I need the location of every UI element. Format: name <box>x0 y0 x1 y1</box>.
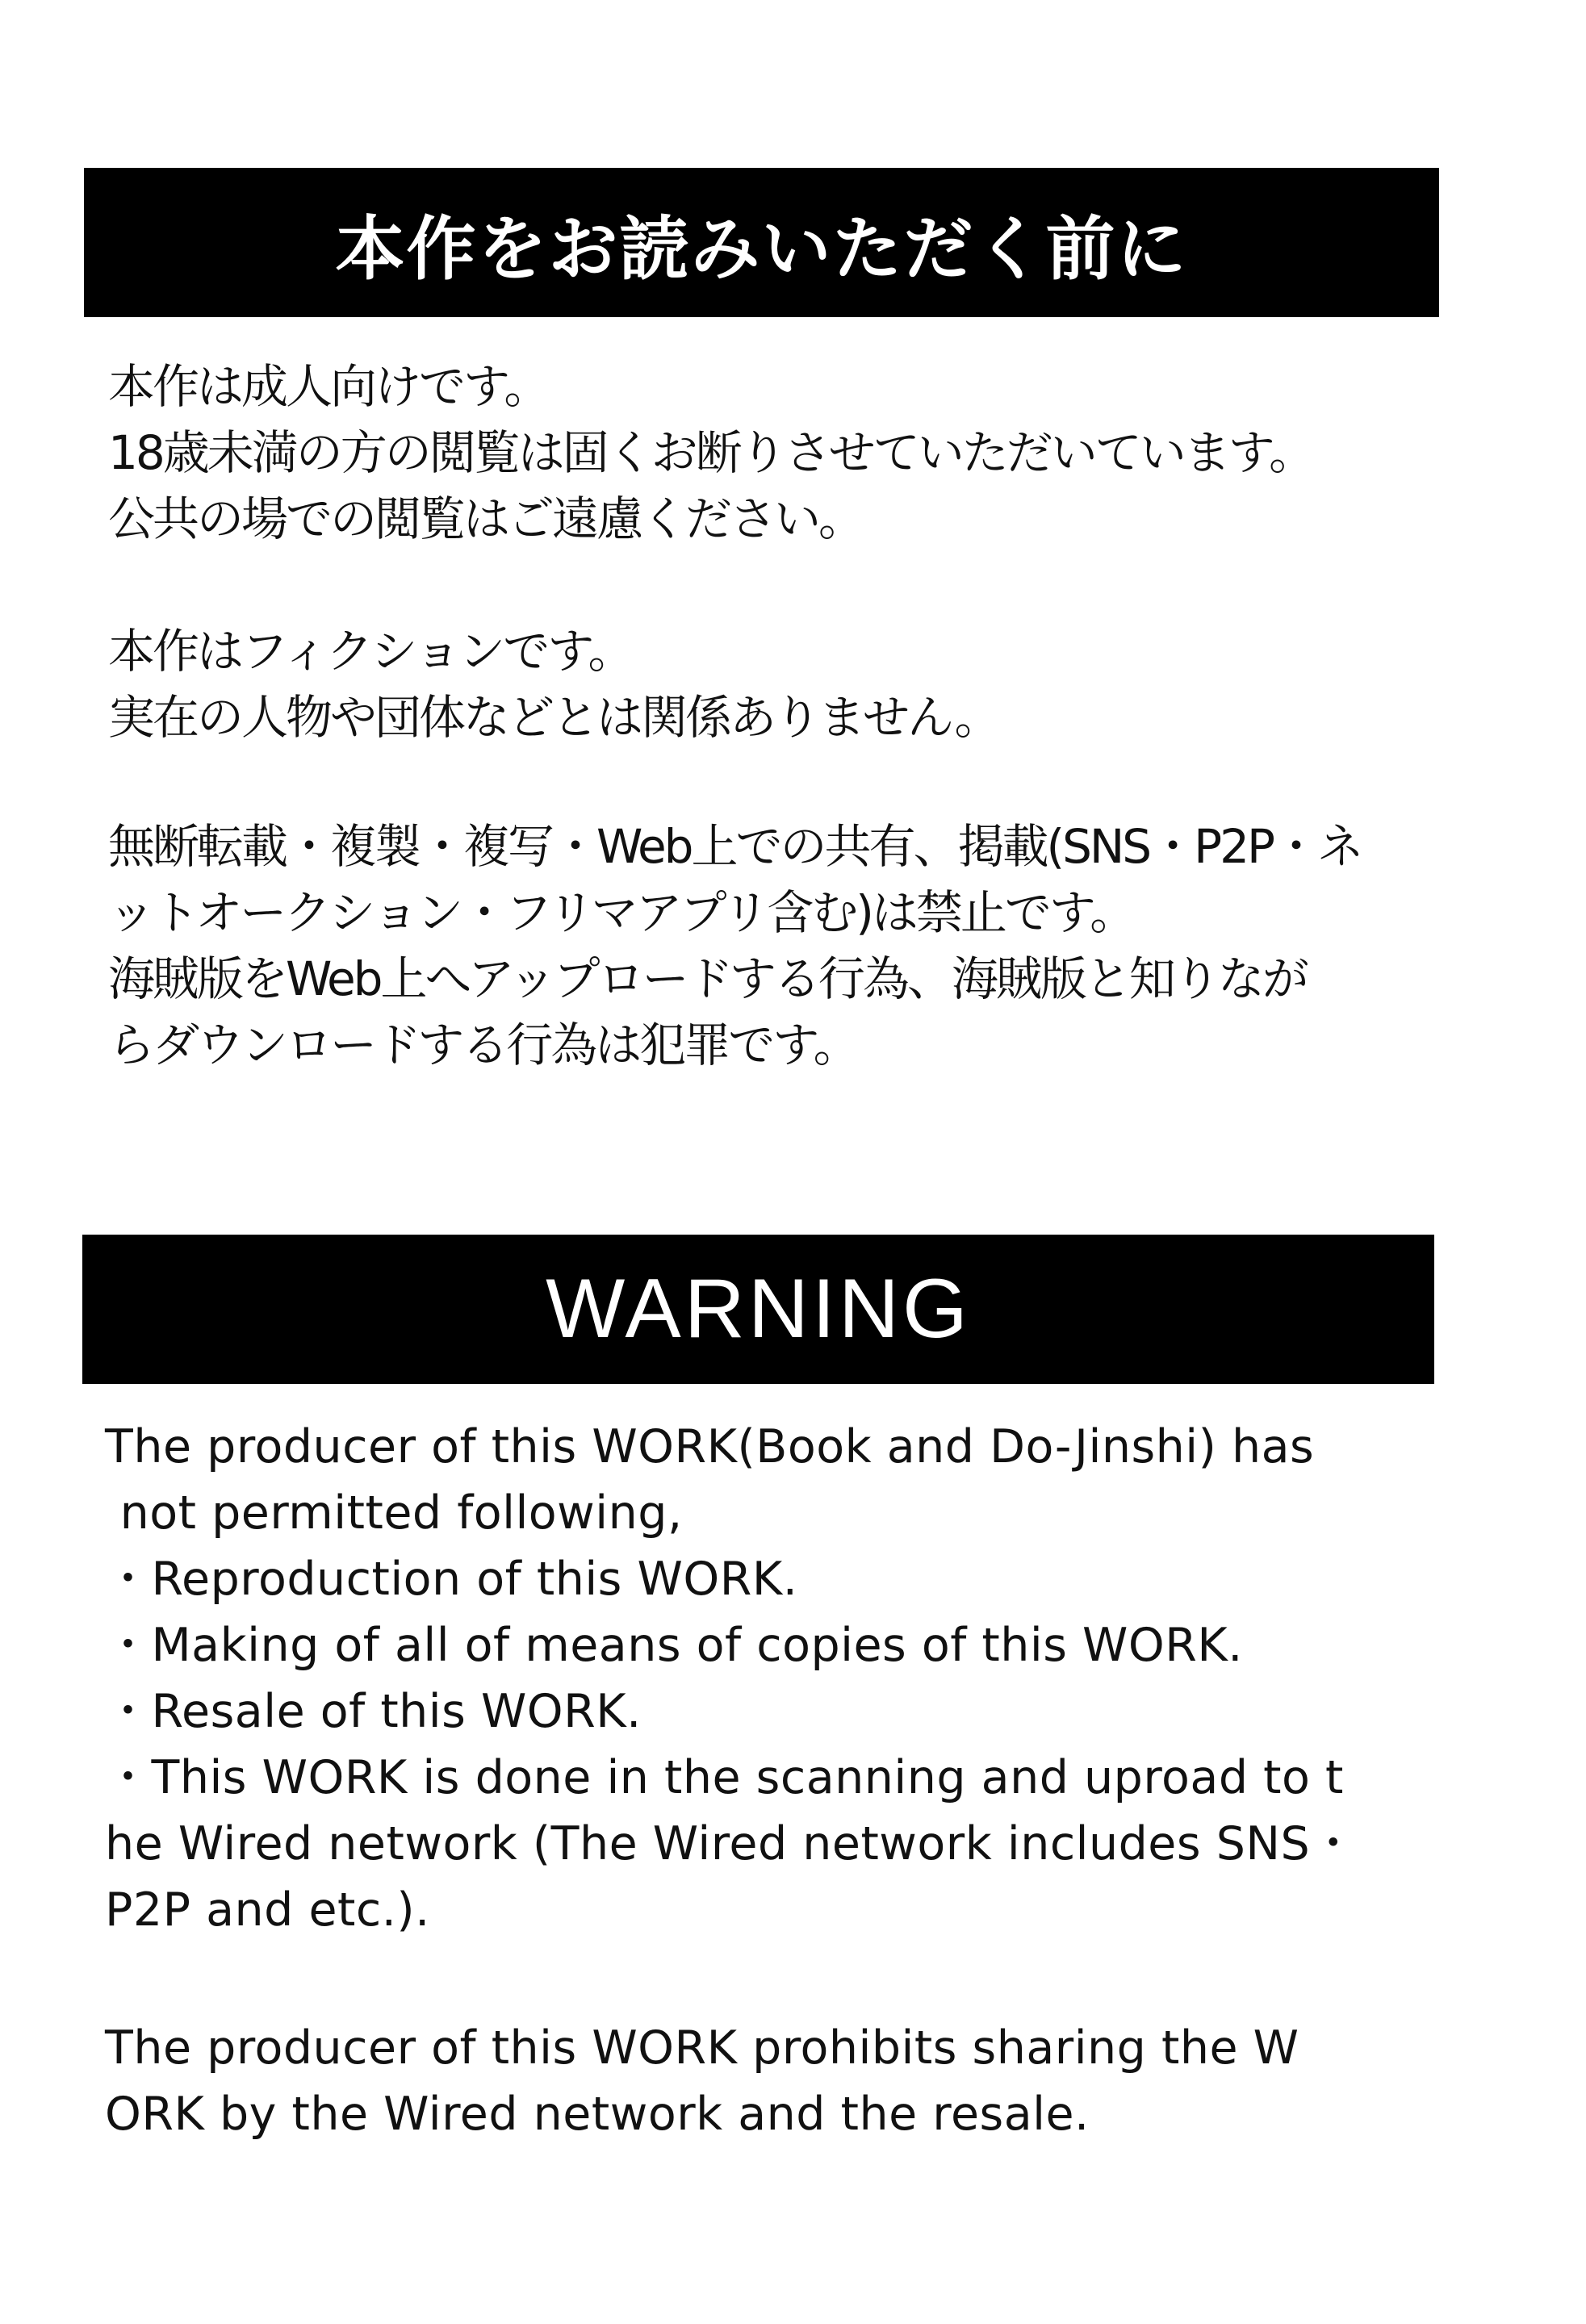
jp-text-line: らダウンロードする行為は犯罪です。 <box>108 1018 858 1072</box>
en-text-line: ・Making of all of means of copies of this WORK. <box>105 1619 1243 1672</box>
en-text-line: ・Resale of this WORK. <box>105 1685 642 1738</box>
jp-text-line: 実在の人物や団体などとは関係ありません。 <box>108 690 999 745</box>
jp-paragraph-age-notice <box>108 353 1440 552</box>
en-text-line: ・This WORK is done in the scanning and uproad to t <box>105 1751 1344 1804</box>
en-text-line: not permitted following, <box>105 1486 683 1540</box>
warning-heading: WARNING <box>546 1262 971 1356</box>
en-paragraph-permissions <box>105 1414 1437 1943</box>
jp-text-line: 本作はフィクションです。 <box>108 624 633 679</box>
jp-text-line: ットオークション・フリマアプリ含む)は禁止です。 <box>108 885 1135 940</box>
japanese-heading-banner <box>84 168 1439 317</box>
en-text-line: he Wired network (The Wired network includes SNS・ <box>105 1817 1357 1870</box>
warning-heading-banner <box>82 1235 1434 1384</box>
japanese-heading: 本作をお読みいただく前に <box>335 208 1188 290</box>
jp-text-line: 公共の場での閲覧はご遠慮ください。 <box>108 491 864 546</box>
en-text-line: The producer of this WORK prohibits sharing the W <box>105 2021 1299 2075</box>
jp-text-line: 18歳未満の方の閲覧は固くお断りさせていただいています。 <box>108 425 1314 480</box>
jp-paragraph-copyright-notice <box>108 813 1440 1078</box>
en-text-line: The producer of this WORK(Book and Do-Jinshi) has <box>105 1420 1315 1473</box>
jp-paragraph-fiction-notice <box>108 618 1440 750</box>
jp-text-line: 本作は成人向けです。 <box>108 359 549 414</box>
en-text-line: ORK by the Wired network and the resale. <box>105 2088 1090 2141</box>
en-paragraph-prohibition <box>105 2015 1437 2147</box>
en-text-line: ・Reproduction of this WORK. <box>105 1553 798 1606</box>
en-text-line: P2P and etc.). <box>105 1883 430 1937</box>
jp-text-line: 無断転載・複製・複写・Web上での共有、掲載(SNS・P2P・ネ <box>108 819 1362 874</box>
jp-text-line: 海賊版をWeb上へアップロードする行為、海賊版と知りなが <box>108 951 1307 1006</box>
